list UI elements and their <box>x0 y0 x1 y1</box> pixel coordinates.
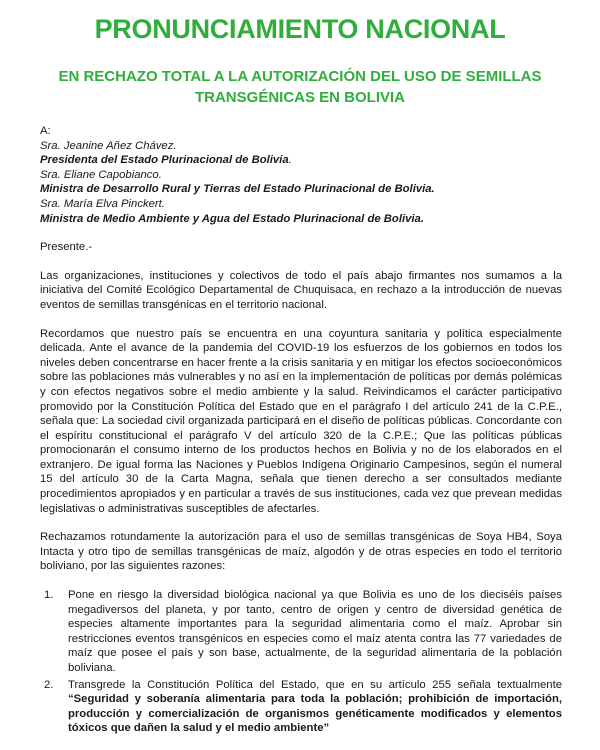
list-item-text: Pone en riesgo la diversidad biológica nacional ya que Bolivia es uno de los dieciséis países megadiversos del planeta, y por tanto, centro de origen y centro de diversidad genética de especies altamente importantes para la seguridad alimentaria como el maíz. Aprobar sin restricciones eventos transgénicos en especies como el maíz atenta contra las 77 variedades de maíz que posee el país y son base, actualmente, de la seguridad alimentaria de la población boliviana. <box>68 589 562 674</box>
addressee-name-3: Sra. María Elva Pinckert. <box>40 197 165 210</box>
addressee-title-1 <box>40 153 562 168</box>
paragraph-context: Recordamos que nuestro país se encuentra en una coyuntura sanitaria y política especialmente delicada. Ante el avance de la pandemia del COVID-19 los esfuerzos de los gobiernos en todos los niveles deben concentrarse en hacer frente a la crisis sanitaria y en mitigar los efectos socioeconómicos sobre las poblaciones más vulnerables y no así en la implementación de políticas por demás polémicas y con efectos negativos sobre el medio ambiente y la salud. Reivindicamos el carácter participativo promovido por la Constitución Política del Estado que en el parágrafo I del artículo 241 de la C.P.E., señala que: La sociedad civil organizada participará en el diseño de políticas públicas. Concordante con el espíritu constitucional el parágrafo V del artículo 320 de la C.P.E.; Que las políticas públicas promocionarán el consumo interno de los productos hechos en Bolivia y no de los elaborados en el extranjero. De igual forma las Naciones y Pueblos Indígena Originario Campesinos, según el numeral 15 del artículo 30 de la Carta Magna, señala que tienen derecho a ser consultados mediante procedimientos apropiados y en particular a través de sus instituciones, cada vez que prevean medidas legislativas o administrativas susceptibles de afectarles. <box>40 327 562 515</box>
list-item-number: 2. <box>44 678 54 691</box>
addressee-name-1: Sra. Jeanine Añez Chávez. <box>40 139 177 152</box>
addressee-title-2: Ministra de Desarrollo Rural y Tierras del Estado Plurinacional de Bolivia. <box>40 183 435 196</box>
constitution-quote: “Seguridad y soberanía alimentaria para toda la población; prohibición de importación, producción y comercialización de organismos genéticamente modificados y elementos tóxicos que dañen la salud y el medio ambiente” <box>68 693 562 735</box>
document-body <box>40 124 562 738</box>
addressee-title-1-suffix: . <box>288 154 292 167</box>
list-item <box>44 588 562 676</box>
document-title: PRONUNCIAMIENTO NACIONAL <box>94 14 506 44</box>
addressee-title-3: Ministra de Medio Ambiente y Agua del Estado Plurinacional de Bolivia. <box>40 212 424 225</box>
addressee-title-1-text: Presidenta del Estado Plurinacional de Bolivia <box>40 154 289 167</box>
list-item-text: Transgrede la Constitución Política del Estado, que en su artículo 255 señala textualmente <box>68 678 562 691</box>
salutation: Presente.- <box>40 241 93 254</box>
list-item <box>44 678 562 736</box>
document-subtitle: EN RECHAZO TOTAL A LA AUTORIZACIÓN DEL USO DE SEMILLAS TRANSGÉNICAS EN BOLIVIA <box>58 68 542 106</box>
to-label: A: <box>40 125 51 137</box>
paragraph-intro: Las organizaciones, instituciones y colectivos de todo el país abajo firmantes nos sumamos a la iniciativa del Comité Ecológico Departamental de Chuquisaca, en rechazo a la introducción de nuevas eventos de semillas transgénicas en el territorio nacional. <box>40 269 562 311</box>
addressee-name-2: Sra. Eliane Capobianco. <box>40 168 162 181</box>
reasons-list <box>40 588 562 736</box>
paragraph-rejection: Rechazamos rotundamente la autorización para el uso de semillas transgénicas de Soya HB4, Soya Intacta y otro tipo de semillas transgénicas de maíz, algodón y de otras especies en todo el territorio boliviano, por las siguientes razones: <box>40 531 562 573</box>
addressee-block <box>40 124 562 226</box>
list-item-number: 1. <box>44 589 54 602</box>
